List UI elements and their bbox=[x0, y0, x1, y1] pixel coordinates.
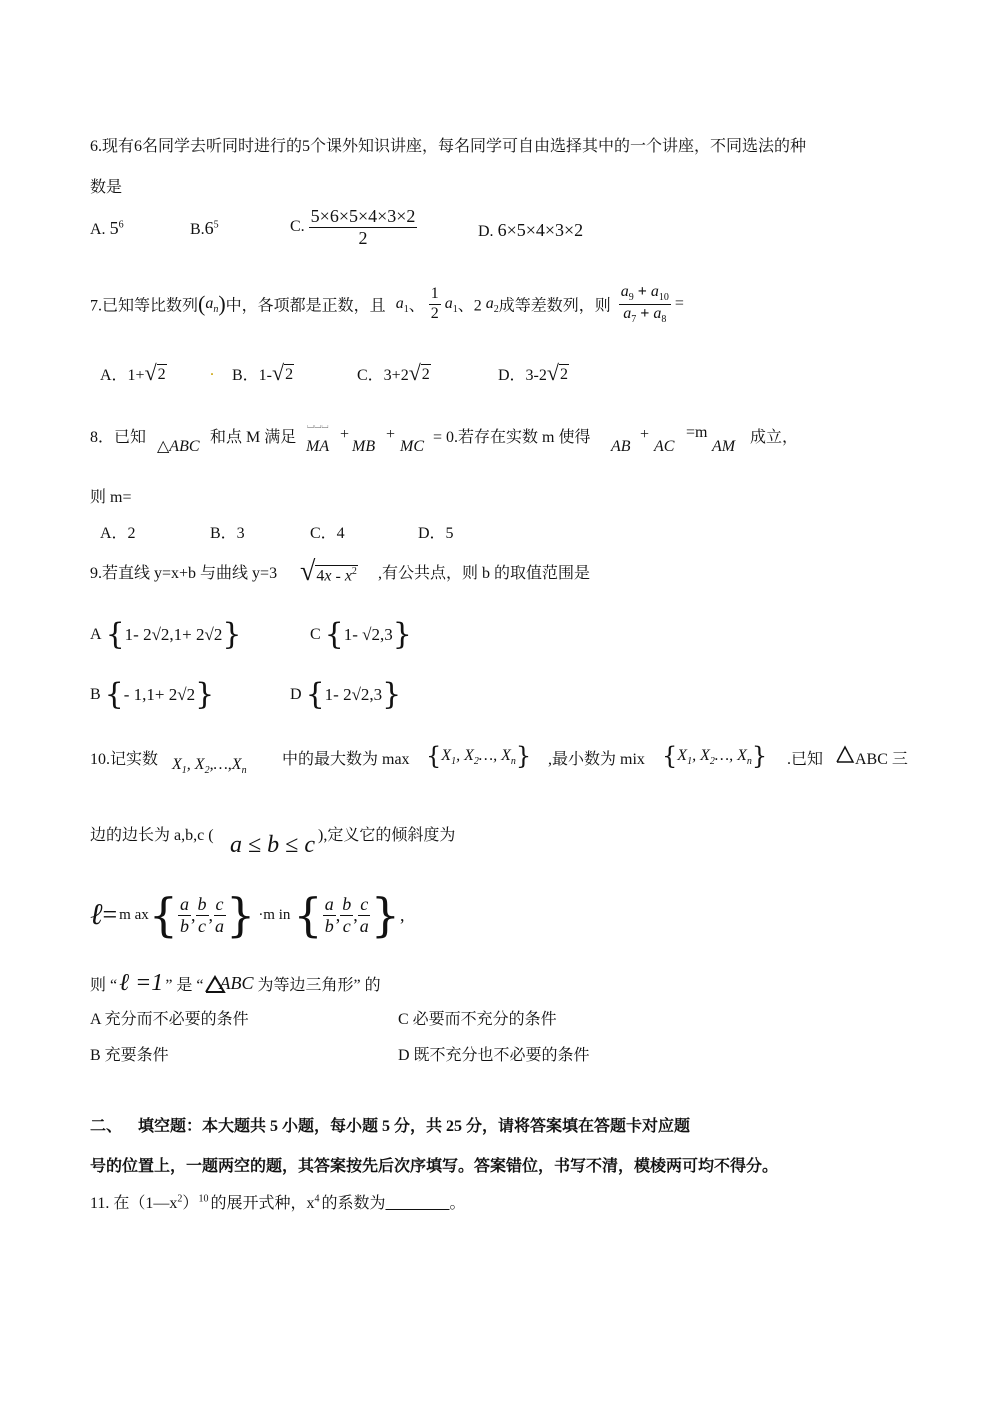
q6-option-d: D. 6×5×4×3×2 bbox=[478, 220, 584, 240]
q8-option-c: C．4 bbox=[310, 525, 345, 542]
q10-abc-end: ABC 三 bbox=[855, 751, 908, 768]
q7-option-d: D．3-2 √ 2 bbox=[498, 360, 568, 385]
q10-vars: $X_1$, $X_2,\dots,X_n$ bbox=[172, 756, 247, 777]
q8-vec-ma: MA bbox=[306, 438, 330, 455]
q7-stem: 7.已知等比数列$(a_n)$中，各项都是正数，且 $a_1$、 $\frac{1}{2}$ $a_1$、2 $a_2$成等差数列，则 $\frac{a_9 + a_{10}}{a_7 + a_8}$ = bbox=[90, 283, 684, 325]
q6-line2: 数是 bbox=[90, 179, 123, 196]
q9-option-b: B { - 1,1+ 2√2 } bbox=[90, 677, 215, 712]
q10-option-c: C 必要而不充分的条件 bbox=[398, 1011, 557, 1028]
q8-suffix: 成立， bbox=[750, 429, 799, 446]
q10-tilt-formula: ℓ = m ax { $\frac{a}{b}$ , $\frac{b}{c}$ , $\frac{c}{a}$ } ·m in { $\frac{a}{b}$ , $\frac{b}{c}$ , $\frac{c}{a}$ } , bbox=[90, 888, 405, 942]
q9-option-a: A { 1- 2√2,1+ 2√2 } bbox=[90, 617, 242, 652]
q8-prefix: 8．已知 bbox=[90, 429, 147, 446]
q9-option-c: C { 1- √2,3 } bbox=[310, 617, 412, 652]
q9-prefix: 9.若直线 y=x+b 与曲线 y=3 bbox=[90, 565, 278, 582]
q8-vec-am: AM bbox=[712, 438, 736, 455]
q8-vec-ac: AC bbox=[654, 438, 675, 455]
q8-line2: 则 m= bbox=[90, 489, 132, 506]
q8-plus-2: + bbox=[386, 426, 396, 443]
q6-option-c: C. $\frac{5\times 6\times 5\times 4\times 3\times 2}{2}$ bbox=[290, 206, 416, 248]
q7-option-a: A．1+ √ 2 bbox=[100, 360, 166, 385]
q9-suffix: ,有公共点，则 b 的取值范围是 bbox=[378, 565, 591, 582]
q10-inequality: a ≤ b ≤ c bbox=[230, 832, 315, 858]
q8-plus-3: + bbox=[640, 426, 650, 443]
q11-stem: 11. 在$(1—x^2)^{10}$ 的展开式种，$x^4$ 的系数为 。 bbox=[90, 1193, 466, 1212]
q8-eq-m: =m bbox=[686, 424, 708, 441]
q8-option-a: A．2 bbox=[100, 525, 136, 542]
q6-option-b: $B.6^5$ bbox=[190, 218, 219, 238]
q8-mid: = 0.若存在实数 m 使得 bbox=[433, 429, 591, 446]
q8-plus-1: + bbox=[340, 426, 350, 443]
q9-option-d: D { 1- 2√2,3 } bbox=[290, 677, 402, 712]
q10-option-b: B 充要条件 bbox=[90, 1047, 169, 1064]
q10-mid2: ,最小数为 mix bbox=[548, 751, 645, 768]
q8-option-b: B．3 bbox=[210, 525, 245, 542]
q10-triangle-icon bbox=[835, 744, 855, 769]
q10-line2-end: ),定义它的倾斜度为 bbox=[318, 827, 456, 844]
q9-radical: √ $4x - x^2$ bbox=[300, 556, 357, 587]
q7-dot-mark: . bbox=[210, 362, 214, 379]
q10-question: 则 “ ℓ =1 ” 是 “ ABC 为等边三角形” 的 bbox=[90, 970, 381, 996]
q10-min-set: {$X_1$, $X_2\dots$, $X_n$} bbox=[662, 742, 768, 770]
q8-vec-mb: MB bbox=[352, 438, 376, 455]
q10-max-set: {$X_1$, $X_2\dots$, $X_n$} bbox=[426, 742, 532, 770]
q11-answer-blank[interactable] bbox=[385, 1195, 449, 1212]
section2-heading-line1: 二、 填空题：本大题共 5 小题，每小题 5 分，共 25 分，请将答案填在答题卡对应题 bbox=[90, 1118, 691, 1135]
q8-vector-arrows: ⌴⌴⌴ bbox=[307, 420, 329, 430]
q8-vec-mc: MC bbox=[400, 438, 424, 455]
q10-line2: 边的边长为 a,b,c ( bbox=[90, 827, 214, 844]
section2-heading-line2: 号的位置上，一题两空的题，其答案按先后次序填写。答案错位，书写不清，模棱两可均不得分。 bbox=[90, 1158, 779, 1175]
q10-mid1: 中的最大数为 max bbox=[282, 751, 410, 768]
q8-option-d: D．5 bbox=[418, 525, 454, 542]
q6-option-a: A. $5^6$ bbox=[90, 218, 124, 238]
q10-option-a: A 充分而不必要的条件 bbox=[90, 1011, 249, 1028]
q8-and-point: 和点 M 满足 bbox=[210, 429, 297, 446]
q7-option-c: C．3+2 √ 2 bbox=[357, 360, 430, 385]
q10-option-d: D 既不充分也不必要的条件 bbox=[398, 1047, 590, 1064]
q8-vec-ab: AB bbox=[611, 438, 631, 455]
q10-prefix: 10.记实数 bbox=[90, 751, 159, 768]
q10-mid3: .已知 bbox=[787, 751, 824, 768]
q6-line1: 6.现有6名同学去听同时进行的5个课外知识讲座，每名同学可自由选择其中的一个讲座，不同选法的种 bbox=[90, 138, 807, 155]
q7-option-b: B．1- √ 2 bbox=[232, 360, 294, 385]
q8-triangle: △ABC bbox=[157, 438, 200, 455]
